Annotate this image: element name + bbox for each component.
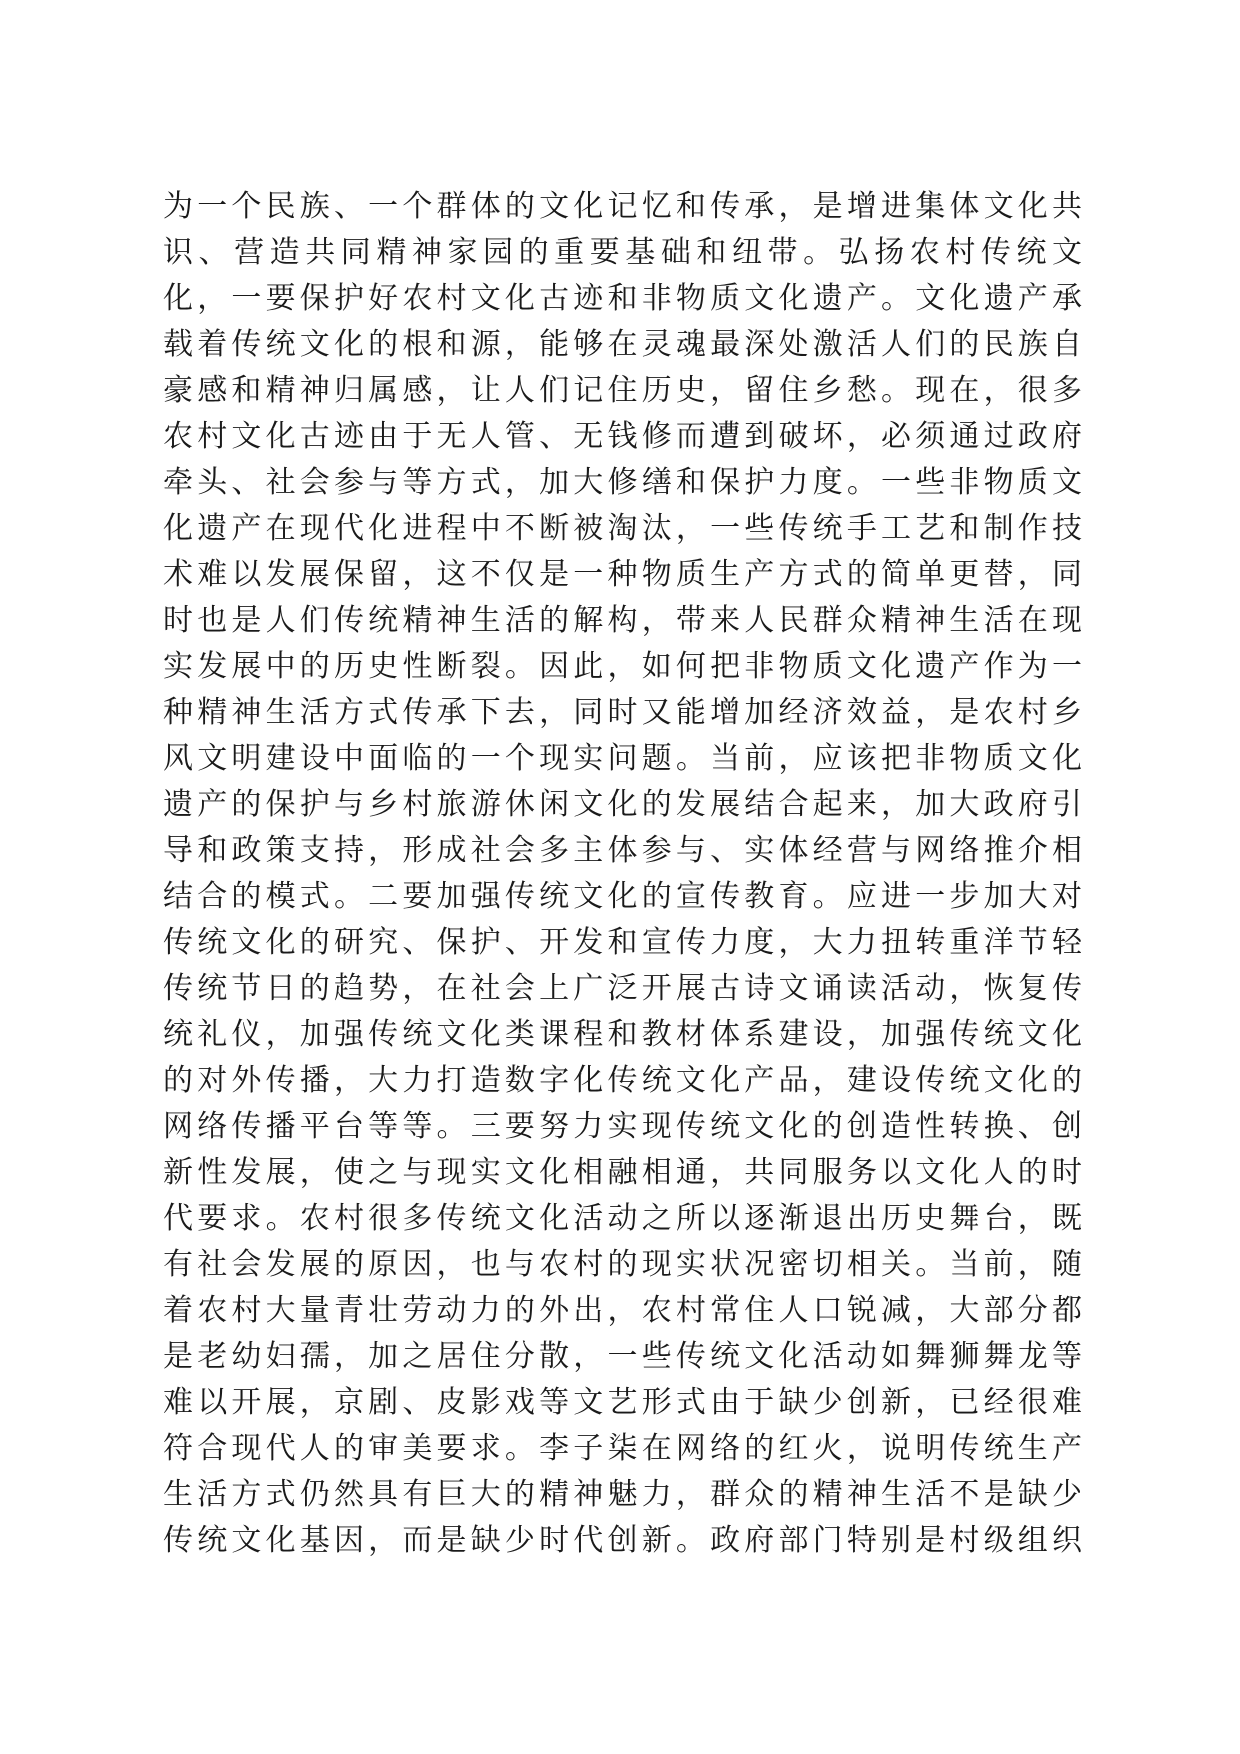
text-line: 传统文化的研究、保护、开发和宣传力度，大力扭转重洋节轻 [163, 925, 1083, 960]
text-line: 传统节日的趋势，在社会上广泛开展古诗文诵读活动，恢复传 [163, 971, 1083, 1006]
body-paragraph [163, 184, 1083, 1564]
text-line: 导和政策支持，形成社会多主体参与、实体经营与网络推介相 [163, 833, 1083, 868]
text-line: 遗产的保护与乡村旅游休闲文化的发展结合起来，加大政府引 [163, 787, 1083, 822]
text-line: 难以开展，京剧、皮影戏等文艺形式由于缺少创新，已经很难 [163, 1385, 1083, 1420]
text-line: 结合的模式。二要加强传统文化的宣传教育。应进一步加大对 [163, 879, 1083, 914]
text-line: 为一个民族、一个群体的文化记忆和传承，是增进集体文化共 [163, 189, 1083, 224]
text-line: 传统文化基因，而是缺少时代创新。政府部门特别是村级组织 [163, 1523, 1083, 1558]
text-line: 化遗产在现代化进程中不断被淘汰，一些传统手工艺和制作技 [163, 511, 1083, 546]
text-line: 术难以发展保留，这不仅是一种物质生产方式的简单更替，同 [163, 557, 1083, 592]
text-line: 化，一要保护好农村文化古迹和非物质文化遗产。文化遗产承 [163, 281, 1083, 316]
text-line: 风文明建设中面临的一个现实问题。当前，应该把非物质文化 [163, 741, 1083, 776]
text-line: 有社会发展的原因，也与农村的现实状况密切相关。当前，随 [163, 1247, 1083, 1282]
text-line: 符合现代人的审美要求。李子柒在网络的红火，说明传统生产 [163, 1431, 1083, 1466]
text-line: 识、营造共同精神家园的重要基础和纽带。弘扬农村传统文 [163, 235, 1083, 270]
text-line: 时也是人们传统精神生活的解构，带来人民群众精神生活在现 [163, 603, 1083, 638]
text-line: 的对外传播，大力打造数字化传统文化产品，建设传统文化的 [163, 1063, 1083, 1098]
text-line: 统礼仪，加强传统文化类课程和教材体系建设，加强传统文化 [163, 1017, 1083, 1052]
text-line: 实发展中的历史性断裂。因此，如何把非物质文化遗产作为一 [163, 649, 1083, 684]
text-line: 种精神生活方式传承下去，同时又能增加经济效益，是农村乡 [163, 695, 1083, 730]
text-line: 新性发展，使之与现实文化相融相通，共同服务以文化人的时 [163, 1155, 1083, 1190]
text-line: 载着传统文化的根和源，能够在灵魂最深处激活人们的民族自 [163, 327, 1083, 362]
text-line: 生活方式仍然具有巨大的精神魅力，群众的精神生活不是缺少 [163, 1477, 1083, 1512]
text-line: 牵头、社会参与等方式，加大修缮和保护力度。一些非物质文 [163, 465, 1083, 500]
text-line: 网络传播平台等等。三要努力实现传统文化的创造性转换、创 [163, 1109, 1083, 1144]
text-line: 着农村大量青壮劳动力的外出，农村常住人口锐减，大部分都 [163, 1293, 1083, 1328]
text-line: 豪感和精神归属感，让人们记住历史，留住乡愁。现在，很多 [163, 373, 1083, 408]
text-line: 代要求。农村很多传统文化活动之所以逐渐退出历史舞台，既 [163, 1201, 1083, 1236]
text-line: 是老幼妇孺，加之居住分散，一些传统文化活动如舞狮舞龙等 [163, 1339, 1083, 1374]
text-line: 农村文化古迹由于无人管、无钱修而遭到破坏，必须通过政府 [163, 419, 1083, 454]
